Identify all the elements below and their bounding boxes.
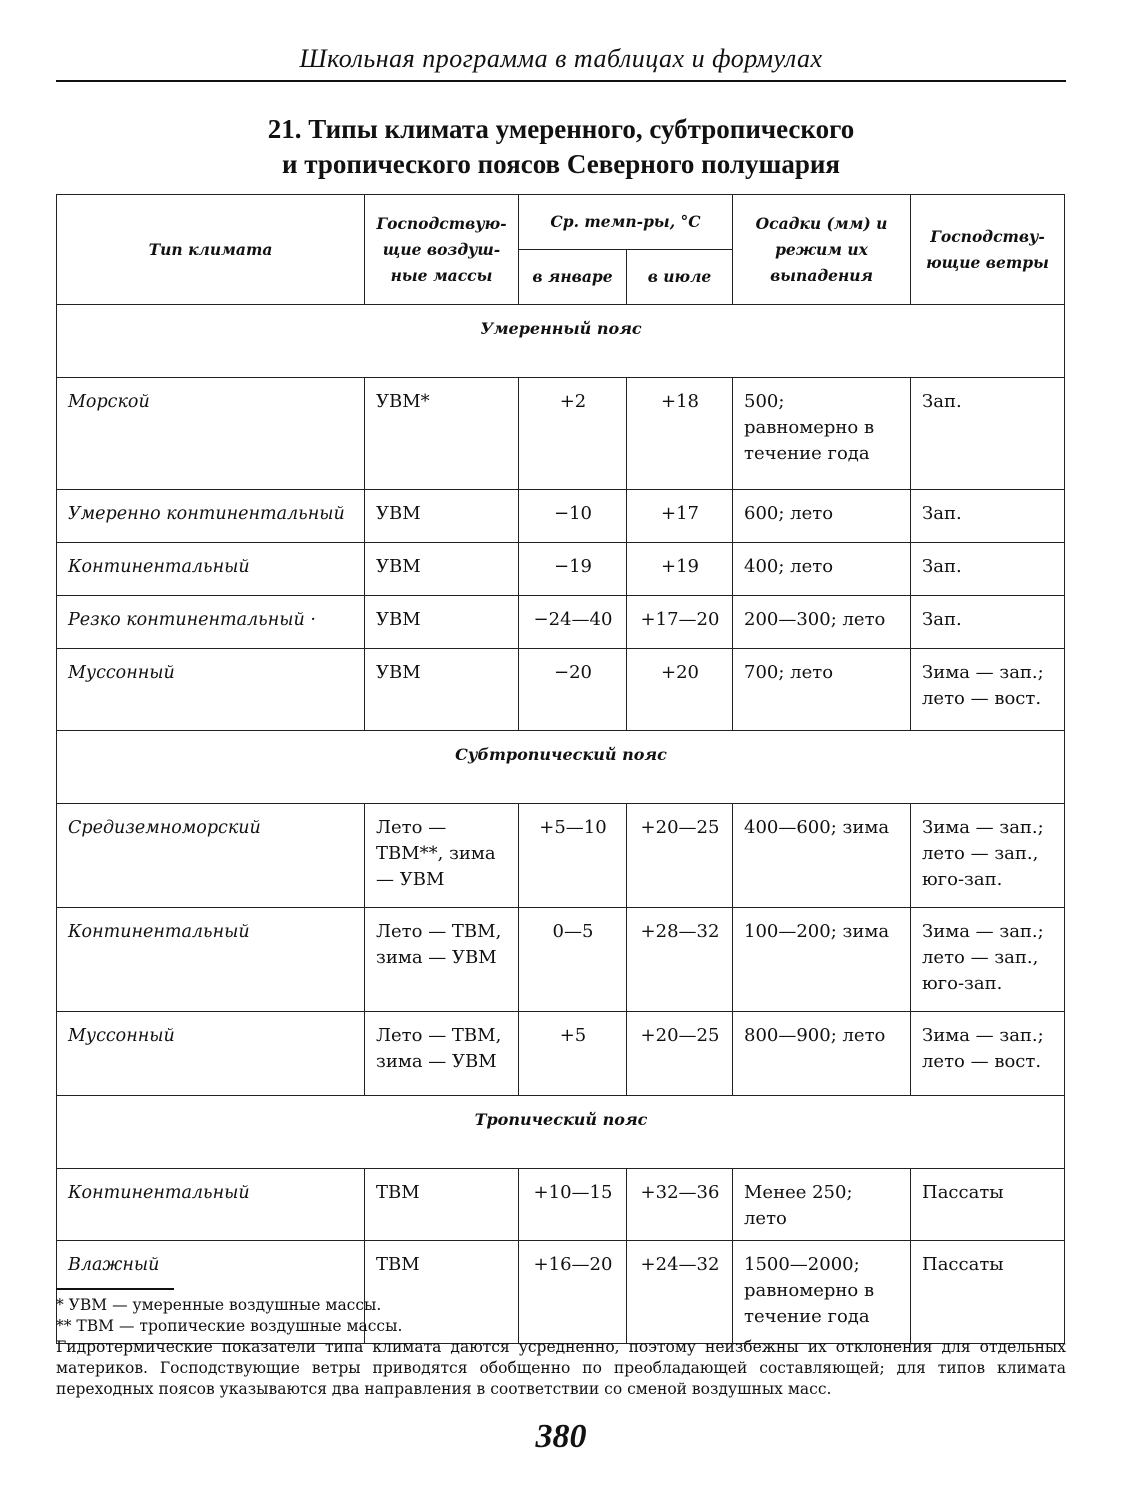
cell-winds: Зап. <box>911 490 1065 543</box>
cell-precipitation: 100—200; зима <box>733 908 911 1012</box>
cell-air-masses: Лето — ТВМ**, зима — УВМ <box>365 804 519 908</box>
cell-air-masses: ТВМ <box>365 1241 519 1344</box>
table-row <box>57 649 1065 731</box>
header-july: в июле <box>627 250 733 305</box>
table-row <box>57 490 1065 543</box>
section-row <box>57 1096 1065 1169</box>
cell-january-temp: −24—40 <box>519 596 627 649</box>
cell-air-masses: УВМ <box>365 490 519 543</box>
table-body <box>57 305 1065 1344</box>
cell-winds: Зима — зап.; лето — вост. <box>911 1012 1065 1096</box>
cell-climate-type: Континентальный <box>57 543 365 596</box>
cell-air-masses: УВМ <box>365 596 519 649</box>
cell-january-temp: −20 <box>519 649 627 731</box>
cell-climate-type: Влажный <box>57 1241 365 1344</box>
footnote-1: * УВМ — умеренные воздушные массы. <box>56 1296 382 1314</box>
cell-july-temp: +20 <box>627 649 733 731</box>
cell-precipitation: 800—900; лето <box>733 1012 911 1096</box>
section-title: Тропический пояс <box>57 1096 1065 1169</box>
header-air-masses: Господствую-щие воздуш-ные массы <box>365 195 519 305</box>
header-precipitation: Осадки (мм) и режим их выпадения <box>733 195 911 305</box>
cell-july-temp: +17—20 <box>627 596 733 649</box>
cell-precipitation: 400—600; зима <box>733 804 911 908</box>
cell-precipitation: 600; лето <box>733 490 911 543</box>
footnote-note: Гидротермические показатели типа климата даются усредненно, поэтому неизбежны их отклонения для отдельных материков. Господствующие ветры приводятся обобщенно по преобладающей составляющей; для типов климата переходных поясов указываются два направления в соответствии со сменой воздушных масс. <box>56 1338 1066 1398</box>
cell-air-masses: Лето — ТВМ, зима — УВМ <box>365 908 519 1012</box>
cell-january-temp: +2 <box>519 378 627 490</box>
cell-january-temp: −10 <box>519 490 627 543</box>
cell-air-masses: Лето — ТВМ, зима — УВМ <box>365 1012 519 1096</box>
footnote-2: ** ТВМ — тропические воздушные массы. <box>56 1317 403 1335</box>
cell-winds: Зап. <box>911 378 1065 490</box>
cell-january-temp: +10—15 <box>519 1169 627 1241</box>
table-row <box>57 378 1065 490</box>
running-head: Школьная программа в таблицах и формулах <box>299 44 823 73</box>
cell-climate-type: Муссонный <box>57 1012 365 1096</box>
cell-winds: Зима — зап.; лето — зап., юго-зап. <box>911 908 1065 1012</box>
table-row <box>57 543 1065 596</box>
climate-table <box>56 194 1065 1344</box>
section-title: Субтропический пояс <box>57 731 1065 804</box>
cell-july-temp: +17 <box>627 490 733 543</box>
cell-july-temp: +19 <box>627 543 733 596</box>
section-row <box>57 305 1065 378</box>
cell-january-temp: 0—5 <box>519 908 627 1012</box>
cell-climate-type: Средиземноморский <box>57 804 365 908</box>
cell-july-temp: +28—32 <box>627 908 733 1012</box>
table-row <box>57 908 1065 1012</box>
cell-winds: Пассаты <box>911 1241 1065 1344</box>
cell-precipitation: 700; лето <box>733 649 911 731</box>
section-title: Умеренный пояс <box>57 305 1065 378</box>
table-row <box>57 1169 1065 1241</box>
cell-precipitation: 1500—2000; равномерно в течение года <box>733 1241 911 1344</box>
table-row <box>57 804 1065 908</box>
footnotes <box>56 1288 1066 1400</box>
title-line-1: 21. Типы климата умеренного, субтропического <box>267 114 855 144</box>
cell-climate-type: Умеренно континентальный <box>57 490 365 543</box>
cell-july-temp: +24—32 <box>627 1241 733 1344</box>
cell-air-masses: УВМ* <box>365 378 519 490</box>
header-climate-type: Тип климата <box>57 195 365 305</box>
cell-precipitation: 200—300; лето <box>733 596 911 649</box>
cell-january-temp: +5—10 <box>519 804 627 908</box>
cell-january-temp: +5 <box>519 1012 627 1096</box>
page-title <box>56 112 1066 182</box>
table-row <box>57 1012 1065 1096</box>
cell-winds: Пассаты <box>911 1169 1065 1241</box>
cell-winds: Зап. <box>911 596 1065 649</box>
cell-precipitation: 500; равномерно в течение года <box>733 378 911 490</box>
cell-january-temp: +16—20 <box>519 1241 627 1344</box>
cell-winds: Зима — зап.; лето — вост. <box>911 649 1065 731</box>
cell-winds: Зап. <box>911 543 1065 596</box>
cell-climate-type: Континентальный <box>57 1169 365 1241</box>
section-row <box>57 731 1065 804</box>
cell-july-temp: +32—36 <box>627 1169 733 1241</box>
header-winds: Господству-ющие ветры <box>911 195 1065 305</box>
cell-climate-type: Континентальный <box>57 908 365 1012</box>
cell-winds: Зима — зап.; лето — зап., юго-зап. <box>911 804 1065 908</box>
header-january: в январе <box>519 250 627 305</box>
cell-precipitation: 400; лето <box>733 543 911 596</box>
title-line-2: и тропического поясов Северного полушария <box>282 149 840 179</box>
cell-climate-type: Муссонный <box>57 649 365 731</box>
header-rule <box>56 80 1066 82</box>
cell-july-temp: +18 <box>627 378 733 490</box>
cell-july-temp: +20—25 <box>627 804 733 908</box>
cell-july-temp: +20—25 <box>627 1012 733 1096</box>
cell-air-masses: УВМ <box>365 543 519 596</box>
cell-climate-type: Морской <box>57 378 365 490</box>
cell-january-temp: −19 <box>519 543 627 596</box>
table-header <box>57 195 1065 305</box>
table-row <box>57 596 1065 649</box>
header-avg-temp: Ср. темп-ры, °С <box>519 195 733 250</box>
cell-air-masses: УВМ <box>365 649 519 731</box>
cell-air-masses: ТВМ <box>365 1169 519 1241</box>
cell-climate-type: Резко континентальный · <box>57 596 365 649</box>
footnote-rule <box>56 1288 174 1290</box>
page-number: 380 <box>535 1418 587 1455</box>
cell-precipitation: Менее 250; лето <box>733 1169 911 1241</box>
